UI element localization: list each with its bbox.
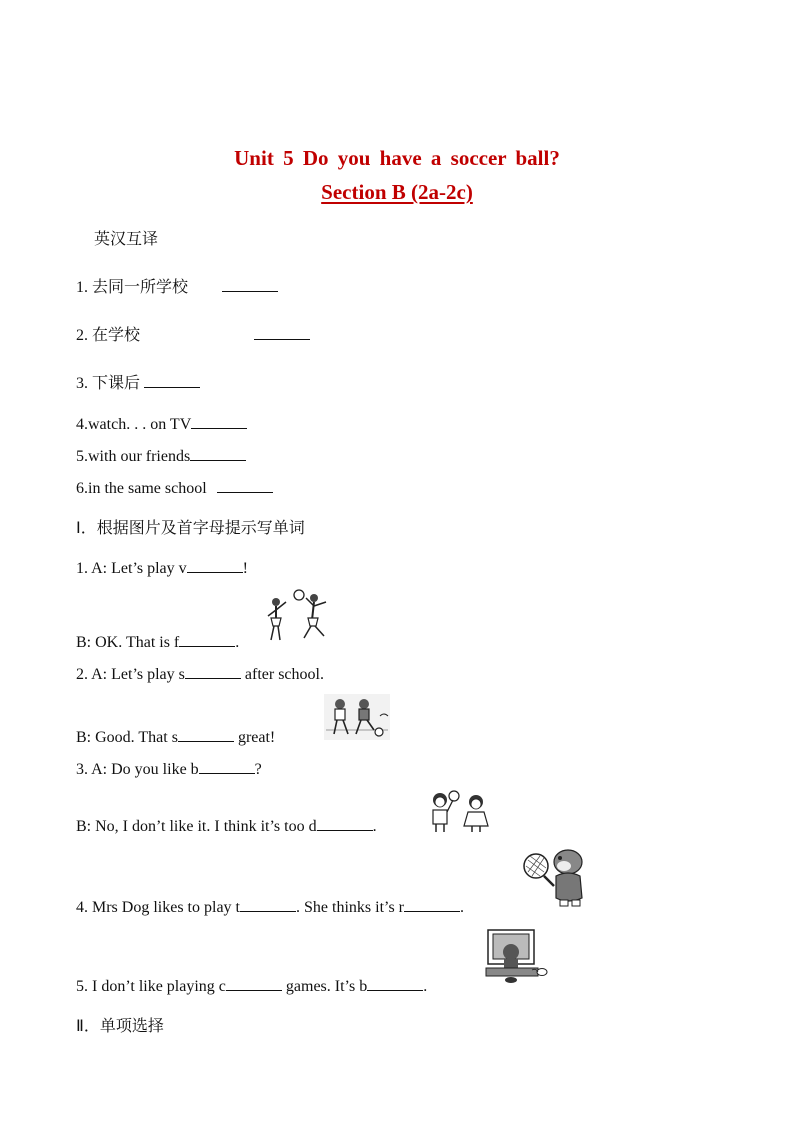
- answer-blank[interactable]: [226, 976, 282, 991]
- q1-line-b: B: OK. That is f .: [76, 634, 240, 651]
- translation-item-2: 2. 在学校: [76, 322, 310, 345]
- translation-item-5: 5.with our friends: [76, 446, 246, 466]
- q3-line-a: 3. A: Do you like b ?: [76, 761, 262, 778]
- answer-blank[interactable]: [187, 558, 243, 573]
- section-title: Section B (2a-2c): [321, 180, 473, 204]
- answer-blank[interactable]: [199, 759, 255, 774]
- answer-blank[interactable]: [240, 897, 296, 912]
- volleyball-players-icon: [264, 588, 336, 644]
- unit-title: Unit 5 Do you have a soccer ball?: [234, 146, 560, 170]
- answer-blank[interactable]: [217, 478, 273, 493]
- part1-heading: Ⅰ．根据图片及首字母提示写单词: [76, 518, 305, 537]
- translation-heading: 英汉互译: [94, 229, 159, 248]
- q3-line-b: B: No, I don’t like it. I think it’s too d .: [76, 818, 377, 835]
- answer-blank[interactable]: [367, 976, 423, 991]
- dog-tennis-icon: [520, 846, 590, 912]
- answer-blank[interactable]: [179, 632, 235, 647]
- translation-item-4: 4.watch. . . on TV: [76, 414, 247, 434]
- answer-blank[interactable]: [404, 897, 460, 912]
- soccer-players-icon: [324, 694, 390, 740]
- answer-blank[interactable]: [222, 277, 278, 292]
- answer-blank[interactable]: [191, 414, 247, 429]
- translation-item-6: 6.in the same school: [76, 478, 273, 498]
- q2-line-a: 2. A: Let’s play s after school.: [76, 666, 324, 683]
- translation-item-1: 1. 去同一所学校: [76, 274, 278, 297]
- translation-item-3: 3. 下课后: [76, 370, 200, 393]
- answer-blank[interactable]: [254, 325, 310, 340]
- q4-line: 4. Mrs Dog likes to play t . She thinks it’s r .: [76, 899, 465, 916]
- answer-blank[interactable]: [185, 664, 241, 679]
- basketball-kids-icon: [426, 790, 496, 834]
- part2-heading: Ⅱ．单项选择: [76, 1016, 164, 1035]
- q1-line-a: 1. A: Let’s play v !: [76, 560, 248, 577]
- computer-games-icon: [482, 928, 550, 984]
- q5-line: 5. I don’t like playing c games. It’s b .: [76, 978, 428, 995]
- answer-blank[interactable]: [144, 373, 200, 388]
- q2-line-b: B: Good. That s great!: [76, 729, 276, 746]
- answer-blank[interactable]: [317, 816, 373, 831]
- answer-blank[interactable]: [178, 727, 234, 742]
- answer-blank[interactable]: [190, 446, 246, 461]
